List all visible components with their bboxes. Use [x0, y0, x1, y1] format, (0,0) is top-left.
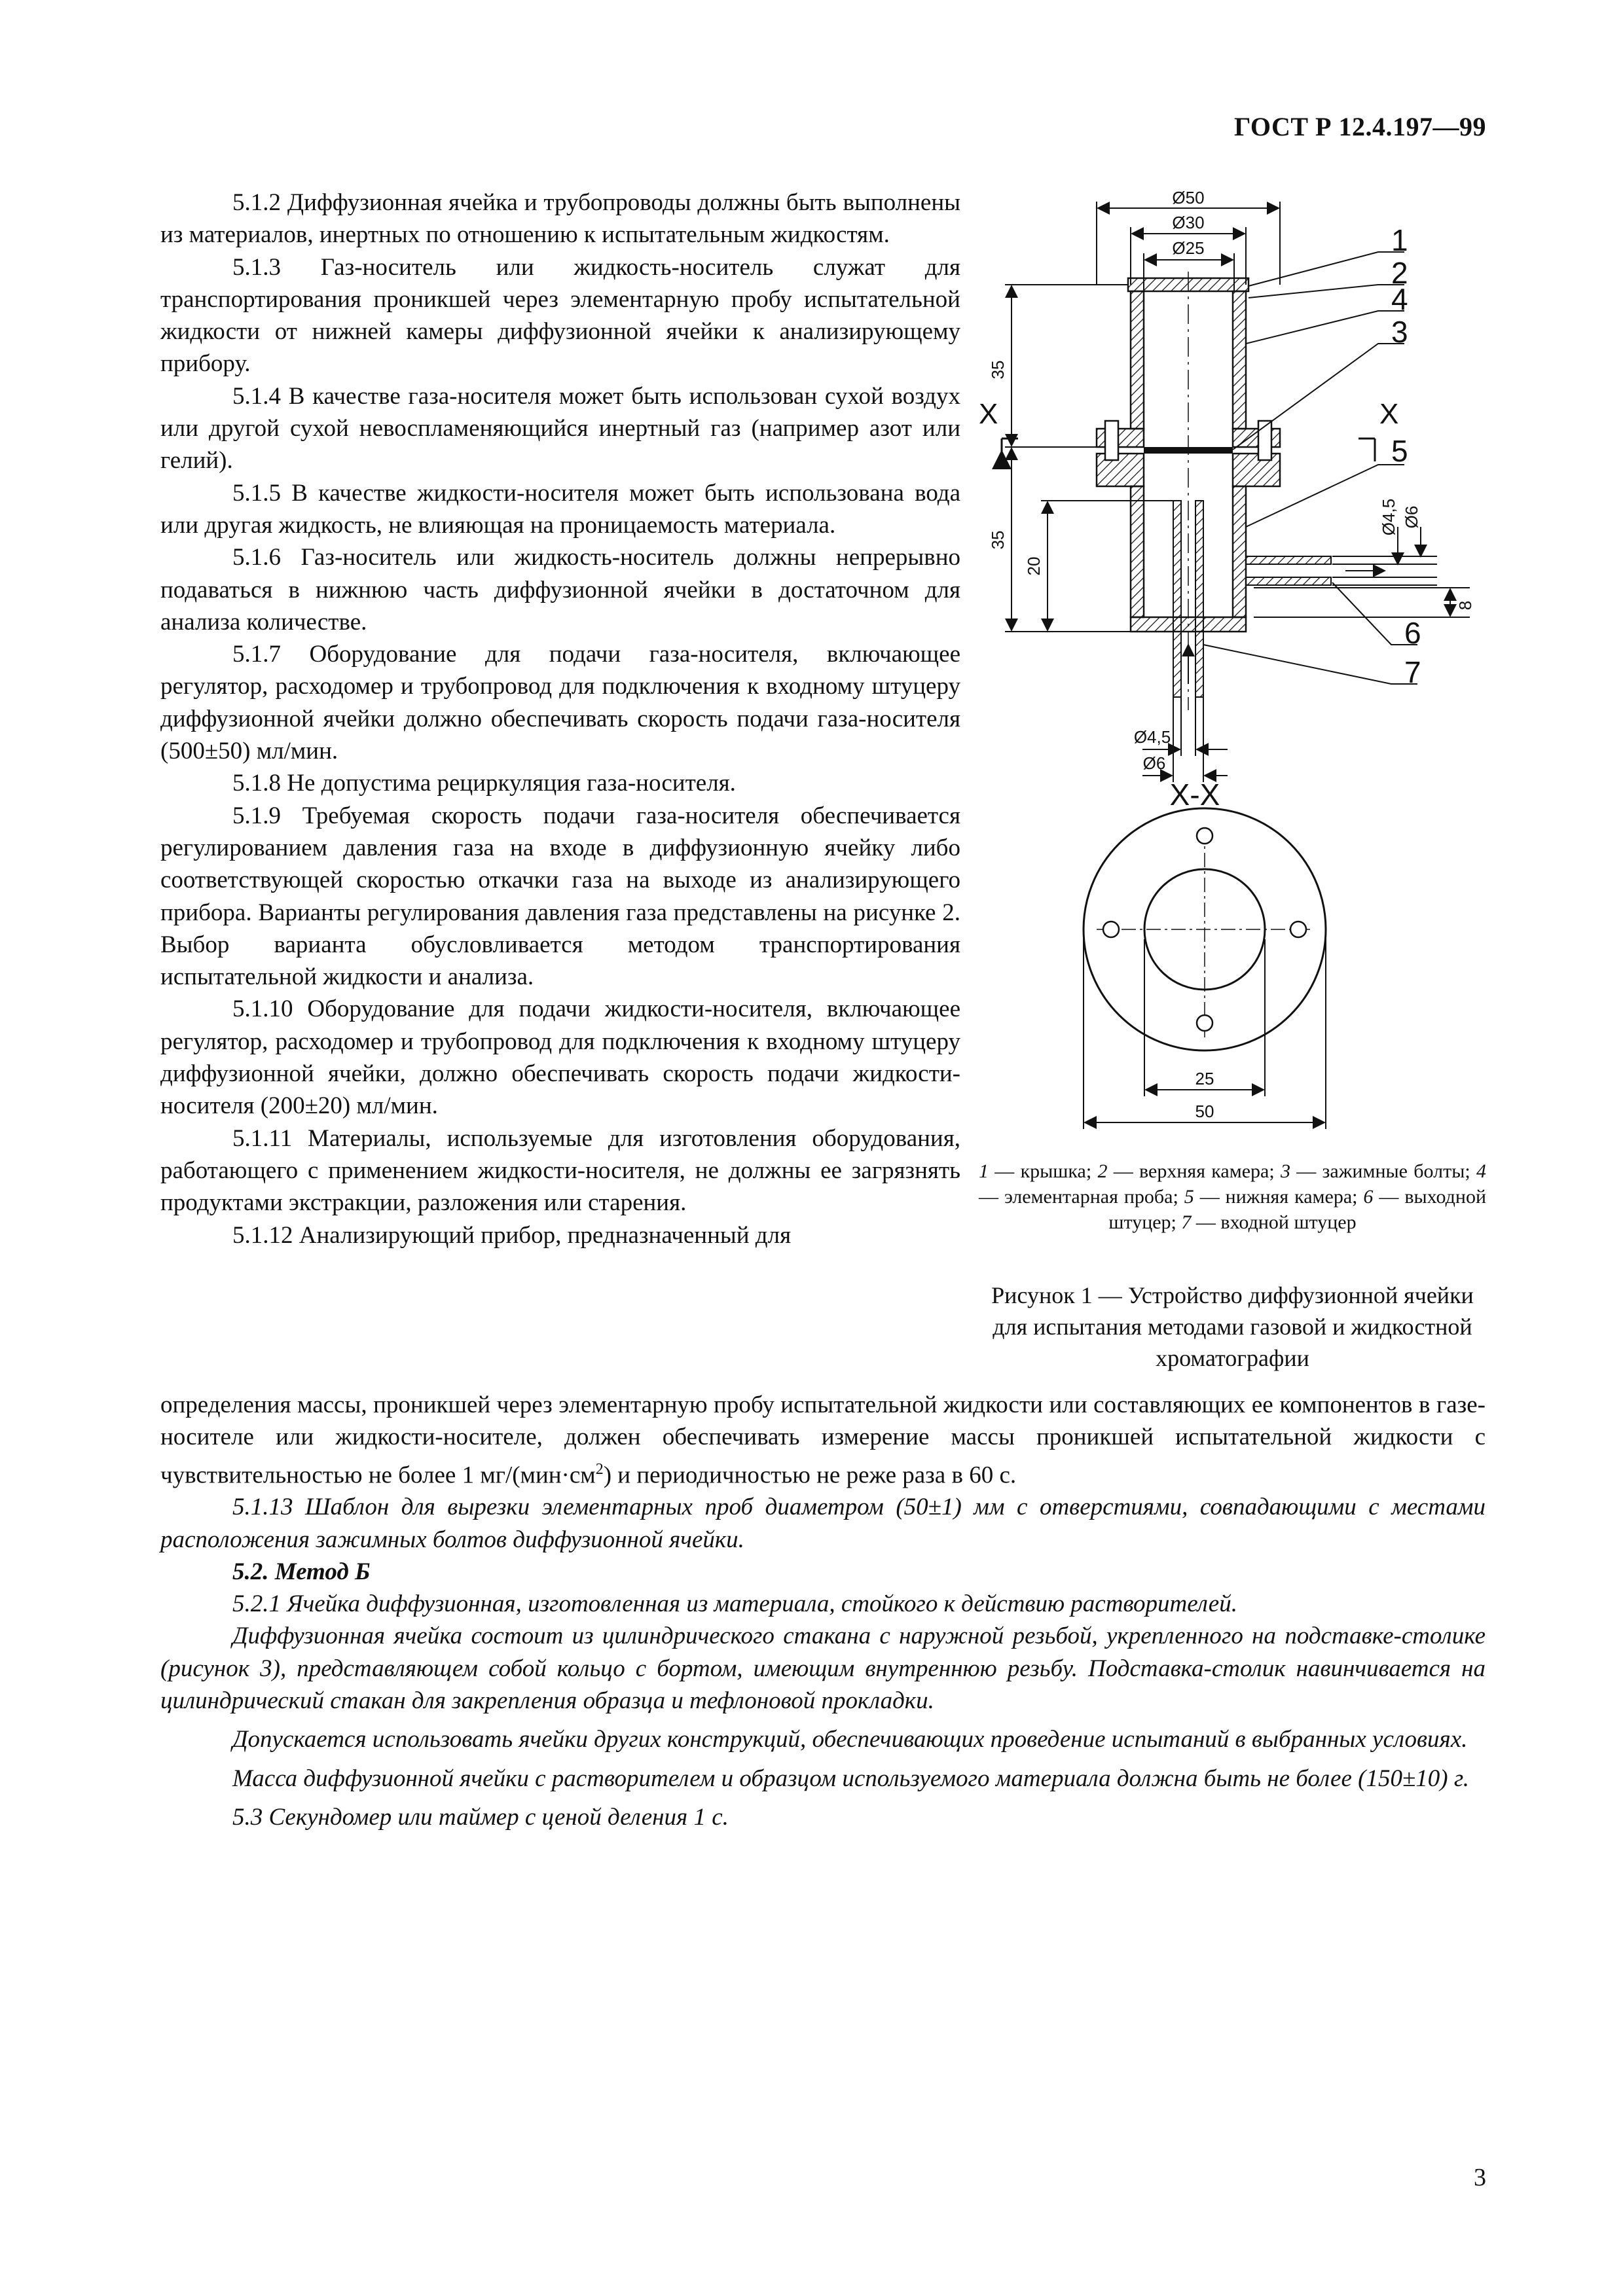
full-width-block — [160, 1389, 1486, 1833]
figure-1-diffusion-cell — [979, 187, 1489, 1234]
diffusion-cell-drawing — [979, 187, 1489, 1155]
legend-num-5: 5 — [1184, 1186, 1194, 1208]
lower-flange-left — [1097, 454, 1144, 486]
upper-flange-left — [1097, 429, 1144, 447]
dim-inlet-d4-5: Ø4,5 — [1133, 727, 1171, 747]
dim-outlet-d4-5: Ø4,5 — [1379, 498, 1398, 536]
paragraph-5-1-12-text: определения массы, проникшей через элементарную пробу испытательной жидкости или составляющих ее компонентов в газе-носителе или жидкости-носителе, должен обеспечивать измерение массы проникшей испытательной жидкости с чувствительностью не более 1 мг/(мин·см — [160, 1391, 1486, 1488]
paragraph-5-2-1-description: Диффузионная ячейка состоит из цилиндрического стакана с наружной резьбой, укрепленного на подставке-столике (рисунок 3), представляющем собой кольцо с бортом, имеющим внутреннюю резьбу. Подставка-столик навинчивается на цилиндрический стакан для закрепления образца и тефлоновой прокладки. — [160, 1623, 1486, 1714]
legend-num-3: 3 — [1280, 1160, 1290, 1182]
dim-outlet-8: 8 — [1455, 600, 1475, 611]
legend-text-4: — элементарная проба; — [979, 1186, 1184, 1208]
lower-chamber-left-wall — [1131, 486, 1144, 617]
legend-text-3: — зажимные болты; — [1290, 1160, 1477, 1182]
dim-35-bottom: 35 — [988, 530, 1008, 550]
callout-4: 4 — [1391, 282, 1408, 316]
outlet-tube-bottom — [1246, 577, 1331, 585]
legend-num-6: 6 — [1363, 1186, 1374, 1208]
lid — [1128, 278, 1249, 291]
legend-num-2: 2 — [1097, 1160, 1108, 1182]
legend-num-1: 1 — [979, 1160, 989, 1182]
paragraph-5-1-12-start: 5.1.12 Анализирующий прибор, предназначенный для — [232, 1221, 792, 1249]
upper-chamber-left-wall — [1131, 291, 1144, 429]
paragraph-5-2-1: 5.2.1 Ячейка диффузионная, изготовленная из материала, стойкого к действию растворителей. — [232, 1590, 1237, 1618]
lower-flange-right — [1233, 454, 1280, 486]
upper-chamber-right-wall — [1233, 291, 1246, 429]
dim-section-50: 50 — [1195, 1102, 1214, 1121]
paragraph-5-1-12-rest — [160, 1389, 1486, 1491]
dim-20: 20 — [1024, 556, 1044, 576]
legend-text-1: — крышка; — [989, 1160, 1098, 1182]
superscript-2: 2 — [595, 1460, 604, 1478]
dim-inlet-d6: Ø6 — [1142, 753, 1166, 773]
callout-7: 7 — [1404, 655, 1421, 689]
paragraph-5-1-9: 5.1.9 Требуемая скорость подачи газа-носителя обеспечивается регулированием давления газа на входе в диффузионную ячейку либо соответствующей скоростью откачки газа на выходе из анализирующего прибора. Варианты регулирования давления газа представлены на рисунке 2. Выбор варианта обусловливается методом транспортирования испытательной жидкости и анализа. — [160, 802, 960, 991]
callout-1: 1 — [1391, 223, 1408, 257]
paragraph-5-1-4: 5.1.4 В качестве газа-носителя может быть использован сухой воздух или другой сухой невоспламеняющийся инертный газ (например азот или гелий). — [160, 382, 960, 475]
dim-d25: Ø25 — [1172, 238, 1205, 258]
dim-outlet-d6: Ø6 — [1402, 505, 1421, 529]
legend-num-4: 4 — [1476, 1160, 1487, 1182]
callout-2: 2 — [1391, 256, 1408, 290]
lower-chamber-bottom — [1131, 617, 1246, 632]
section-mark-left: X — [979, 398, 998, 430]
clamp-bolt-left — [1105, 421, 1118, 460]
paragraph-5-1-3: 5.1.3 Газ-носитель или жидкость-носитель служат для транспортирования проникшей через элементарную пробу испытательной жидкости от нижней камеры диффузионной ячейки к анализирующему прибору. — [160, 253, 960, 378]
callout-3: 3 — [1391, 315, 1408, 349]
left-column — [160, 187, 960, 1251]
paragraph-5-1-5: 5.1.5 В качестве жидкости-носителя может быть использована вода или другая жидкость, не влияющая на проницаемость материала. — [160, 479, 960, 539]
bolt-hole-right — [1290, 922, 1306, 937]
paragraph-5-1-12-tail: ) и периодичностью не реже раза в 60 с. — [603, 1461, 1017, 1488]
outlet-tube-top — [1246, 556, 1331, 564]
bolt-hole-top — [1197, 828, 1213, 844]
legend-num-7: 7 — [1181, 1211, 1192, 1233]
paragraph-5-3: 5.3 Секундомер или таймер с ценой деления 1 с. — [232, 1803, 729, 1831]
section-centerlines — [1097, 828, 1313, 1037]
paragraph-5-2-1-alternatives: Допускается использовать ячейки других конструкций, обеспечивающих проведение испытаний в выбранных условиях. — [232, 1726, 1468, 1753]
left-dimensions — [1005, 285, 1173, 632]
paragraph-5-1-8: 5.1.8 Не допустима рециркуляция газа-носителя. — [232, 770, 736, 797]
paragraph-5-1-13: 5.1.13 Шаблон для вырезки элементарных проб диаметром (50±1) мм с отверстиями, совпадающими с местами расположения зажимных болтов диффузионной ячейки. — [160, 1494, 1486, 1553]
sample-membrane — [1144, 447, 1233, 454]
dim-d30: Ø30 — [1172, 213, 1205, 232]
document-code: ГОСТ Р 12.4.197—99 — [1233, 112, 1486, 141]
bolt-hole-left — [1103, 922, 1119, 937]
dim-section-25: 25 — [1195, 1069, 1214, 1088]
legend-text-2: — верхняя камера; — [1107, 1160, 1281, 1182]
figure-caption: Рисунок 1 — Устройство диффузионной ячейки для испытания методами газовой и жидкостной хроматографии — [991, 1282, 1474, 1371]
inlet-tube-left — [1173, 501, 1181, 697]
paragraph-5-1-2: 5.1.2 Диффузионная ячейка и трубопроводы должны быть выполнены из материалов, инертных по отношению к испытательным жидкостям. — [160, 189, 960, 249]
section-title: X-X — [1169, 778, 1220, 812]
paragraph-5-1-6: 5.1.6 Газ-носитель или жидкость-носитель должны непрерывно подаваться в нижнюю часть диффузионной ячейки в достаточном для анализа количестве. — [160, 544, 960, 636]
lower-chamber-right-wall — [1233, 486, 1246, 617]
legend-text-6: — выходной штуцер; — [1108, 1186, 1487, 1233]
page-number: 3 — [1474, 2164, 1486, 2191]
legend-text-7: — входной штуцер — [1191, 1211, 1357, 1233]
outlet-dimensions — [1254, 527, 1470, 617]
inlet-tube-right — [1195, 501, 1203, 697]
heading-method-b: 5.2. Метод Б — [232, 1558, 371, 1585]
callout-6: 6 — [1404, 616, 1421, 650]
figure-legend — [979, 1158, 1486, 1235]
dim-d50: Ø50 — [1172, 188, 1205, 207]
callout-5: 5 — [1391, 434, 1408, 468]
paragraph-5-1-7: 5.1.7 Оборудование для подачи газа-носителя, включающее регулятор, расходомер и трубопровод для подключения к входному штуцеру диффузионной ячейки должно обеспечивать скорость подачи газа-носителя (500±50) мл/мин. — [160, 641, 960, 765]
legend-text-5: — нижняя камера; — [1194, 1186, 1364, 1208]
dim-35-top: 35 — [988, 360, 1008, 380]
section-mark-right: X — [1379, 398, 1399, 430]
paragraph-5-2-1-mass: Масса диффузионной ячейки с растворителем и образцом используемого материала должна быть не более (150±10) г. — [232, 1765, 1470, 1792]
paragraph-5-1-11: 5.1.11 Материалы, используемые для изготовления оборудования, работающего с применением жидкости-носителя, не должны ее загрязнять продуктами экстракции, разложения или старения. — [160, 1124, 960, 1217]
bolt-hole-bottom — [1197, 1015, 1213, 1031]
paragraph-5-1-10: 5.1.10 Оборудование для подачи жидкости-носителя, включающее регулятор, расходомер и трубопровод для подключения к входному штуцеру диффузионной ячейки, должно обеспечивать скорость подачи жидкости-носителя (200±20) мл/мин. — [160, 996, 960, 1120]
